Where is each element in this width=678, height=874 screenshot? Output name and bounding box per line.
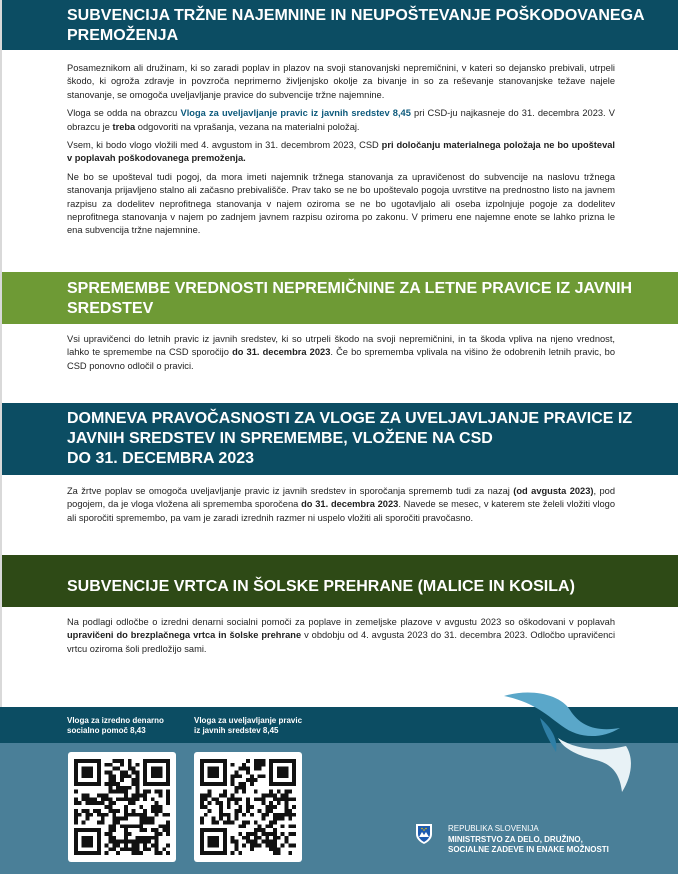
text-run: v obdobju od 4. avgusta 2023 do 31. decembra 2023. Odločbo upravičenci vrtcu oziroma šoli predložijo sami. <box>67 630 616 654</box>
paragraph <box>67 107 615 134</box>
bold-text: do 31. decembra 2023 <box>232 347 331 358</box>
heading-line: PREMOŽENJA <box>67 27 179 44</box>
paragraph: Ne bo se upošteval tudi pogoj, da mora imeti najemnik tržnega stanovanja za upravičenost do subvencije na naslovu tržnega stanovanja prijavljeno stalno ali začasno prebivališče. Prav tako se ne bo upoštevalo pogoja uvrstitve na prednostno listo na javnem razpisu za dodelitev neprofitnega stanovanja v najem oziroma se ne bo ugotavljalo ali oseba izpolnjuje pogoje za dodelitev neprofitnega stanovanja v najem po zadnjem javnem razpisu oziroma po zakonu. V primeru ene najemne enote se lahko prizna le ena subvencija tržne najemnine. <box>67 171 615 236</box>
text-run: Vsi upravičenci do letnih pravic iz javnih sredstev, ki so utrpeli škodo na svoji nepremičnini, in ta škoda vpliva na njeno vrednost, lahko te spremembe na CSD sporočijo <box>67 334 615 358</box>
ministry-line: MINISTRSTVO ZA DELO, DRUŽINO, <box>448 834 583 844</box>
ministry-line: REPUBLIKA SLOVENIJA <box>448 824 539 833</box>
heading-line: SPREMEMBE VREDNOSTI NEPREMIČNINE ZA LETNE PRAVICE IZ JAVNIH <box>67 280 633 297</box>
text-run: Za žrtve poplav se omogoča uveljavljanje pravic iz javnih sredstev in sporočanja sprememb tudi za nazaj <box>67 486 514 496</box>
heading-line: DOMNEVA PRAVOČASNOSTI ZA VLOGE ZA UVELJAVLJANJE PRAVICE IZ <box>67 410 633 427</box>
qr-code-public-funds[interactable] <box>194 752 302 862</box>
section-heading-property-value <box>2 272 678 324</box>
text-run: Na podlagi odločbe o izredni denarni socialni pomoči za poplave in zemeljske plazove v avgustu 2023 so oškodovani v poplavah <box>67 617 615 627</box>
text-run: odgovoriti na vprašanja, vezana na materialni položaj. <box>135 121 360 132</box>
section-heading-timeliness <box>2 403 678 475</box>
paragraph <box>67 333 615 373</box>
bold-text: treba <box>112 121 136 132</box>
text-run: pri CSD-ju najkasneje do 31. decembra 2023. V obrazcu je <box>67 108 615 132</box>
section-body-kindergarten-meals <box>67 616 615 661</box>
heading-line: JAVNIH SREDSTEV IN SPREMEMBE, VLOŽENE NA CSD <box>67 430 493 447</box>
text-run: Vsem, ki bodo vlogo vložili med 4. avgustom in 31. decembrom 2023, CSD <box>67 140 382 151</box>
bold-text: do 31. decembra 2023 <box>301 499 399 510</box>
qr-label-line: iz javnih sredstev 8,45 <box>194 726 279 735</box>
bold-text: pri določanju materialnega položaja ne bo upošteval v poplavah poškodovanega premoženja. <box>67 140 615 164</box>
form-link[interactable]: Vloga za uveljavljanje pravic iz javnih sredstev 8,45 <box>180 108 411 119</box>
section-body-property-value <box>67 333 615 378</box>
qr-label-line: socialno pomoč 8,43 <box>67 726 146 735</box>
section-heading-kindergarten-meals <box>2 555 678 607</box>
bold-text: (od avgusta 2023) <box>513 486 594 496</box>
paragraph <box>67 616 615 656</box>
hands-logo-icon <box>500 688 640 798</box>
qr-label-line: Vloga za izredno denarno <box>67 716 164 725</box>
text-run: , pod pogojem, da je vloga vložena ali sprememba sporočena <box>67 486 615 510</box>
text-run: . Če bo sprememba vplivala na višino že odobrenih letnih pravic, bo CSD ponovno odločil o pravici. <box>67 347 615 371</box>
qr-label-public-funds <box>194 716 302 736</box>
slovenia-coat-of-arms-icon <box>414 822 434 846</box>
bold-text: upravičeni do brezplačnega vrtca in šolske prehrane <box>67 630 302 641</box>
text-run: Vloga se odda na obrazcu <box>67 108 181 119</box>
section-body-timeliness <box>67 485 615 530</box>
text-run: . Navede se mesec, v katerem ste želeli vložiti vlogo ali sporočiti spremembo, pa vam je zaradi izrednih razmer ni uspelo vložiti ali sporočiti pravočasno. <box>67 499 616 523</box>
ministry-name <box>448 824 609 856</box>
ministry-line: SOCIALNE ZADEVE IN ENAKE MOŽNOSTI <box>448 845 609 854</box>
section-heading-rent-subsidy <box>2 0 678 50</box>
heading-line: SUBVENCIJE VRTCA IN ŠOLSKE PREHRANE (MALICE IN KOSILA) <box>67 578 575 595</box>
paragraph <box>67 485 615 525</box>
heading-line: DO 31. DECEMBRA 2023 <box>67 450 255 467</box>
heading-line: SUBVENCIJA TRŽNE NAJEMNINE IN NEUPOŠTEVANJE POŠKODOVANEGA <box>67 7 645 24</box>
paragraph <box>67 139 615 166</box>
qr-code-icon <box>74 758 170 856</box>
paragraph: Posameznikom ali družinam, ki so zaradi poplav in plazov na svoji stanovanjski nepremičnini, v kateri so dejansko prebivali, utrpeli škodo, ki ogroža zdravje in povzroča neprimerno življenjsko okolje za bivanje in so za reševanje stanovanjske težave najele stanovanje, se omogoča uveljavljanje pravice do subvencije tržne najemnine. <box>67 63 615 100</box>
qr-code-emergency-aid[interactable] <box>68 752 176 862</box>
heading-line: SREDSTEV <box>67 300 154 317</box>
section-body-rent-subsidy <box>67 62 615 243</box>
qr-label-emergency-aid <box>67 716 164 736</box>
qr-label-line: Vloga za uveljavljanje pravic <box>194 716 303 725</box>
qr-code-icon <box>200 758 296 856</box>
